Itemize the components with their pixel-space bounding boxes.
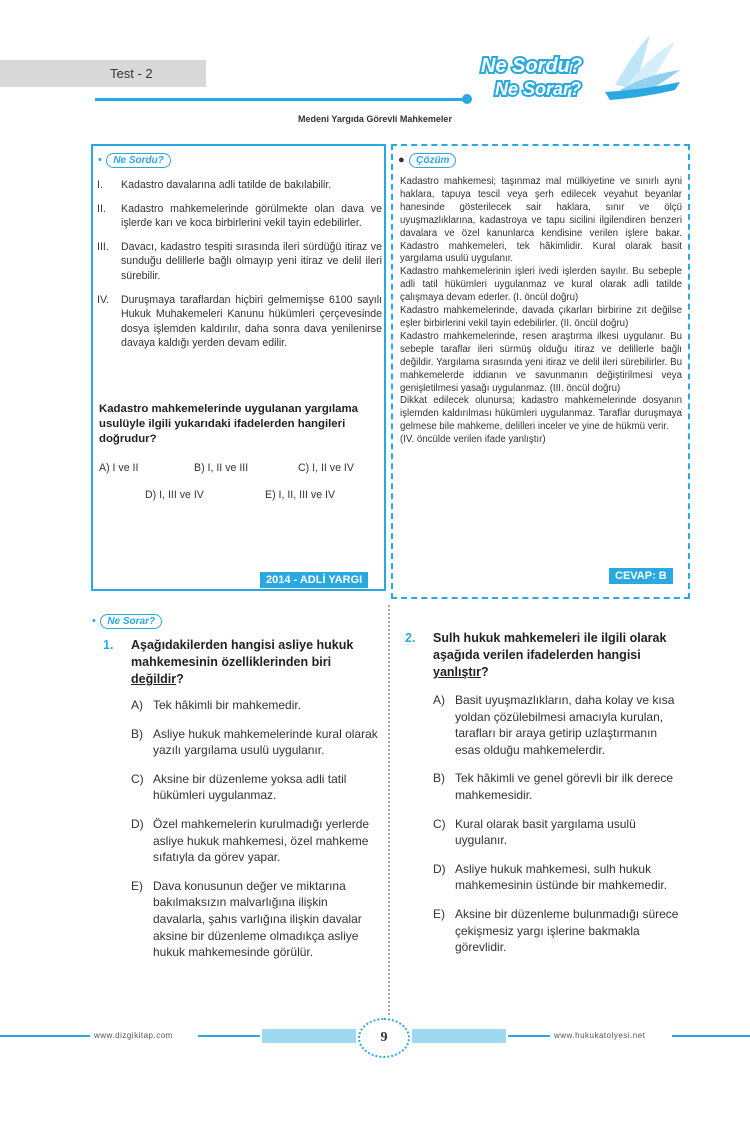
footer-rule-right	[508, 1035, 550, 1037]
exam-source-badge: 2014 - ADLİ YARGI	[260, 572, 368, 588]
q1-option-e[interactable]: E) Dava konusunun değer ve miktarına bakılmaksızın malvarlığına ilişkin davalarla, şahıs varlığına ilişkin davalar aksine bir düzenleme olmadıkça asliye hukuk mahkemesinde görülür.	[131, 878, 362, 960]
logo-line-1: Ne Sordu?	[481, 55, 583, 77]
question-1-options	[131, 697, 381, 973]
q1-option-b[interactable]: B) Asliye hukuk mahkemelerinde kural olarak yazılı yargılama usulü uygulanır.	[131, 726, 378, 758]
header-rule-dot	[462, 94, 472, 104]
footer-right-url[interactable]: www.hukukatolyesi.net	[554, 1031, 646, 1040]
answer-badge: CEVAP: B	[609, 568, 673, 584]
book-logo-icon	[475, 30, 685, 105]
cozum-heading	[398, 150, 456, 168]
option-b[interactable]: B) I, II ve III	[194, 462, 249, 474]
question-2-options	[433, 692, 685, 968]
solution-text	[400, 176, 682, 447]
bullet-icon: •	[92, 615, 96, 627]
premise-item: I. Kadastro davalarına adli tatilde de bakılabilir.	[97, 179, 332, 191]
option-d[interactable]: D) I, III ve IV	[145, 489, 204, 501]
column-divider	[388, 605, 390, 1015]
test-label: Test - 2	[110, 66, 153, 81]
footer-rule-left	[0, 1035, 90, 1037]
bullet-icon: •	[98, 154, 102, 166]
test-label-tab	[0, 60, 206, 87]
question-2-stem: 2. Sulh hukuk mahkemeleri ile ilgili olarak aşağıda verilen ifadelerden hangisi yanlıştır?	[405, 631, 667, 679]
question-2-number: 2.	[405, 631, 416, 645]
footer-rule-left-2	[198, 1035, 260, 1037]
premise-item: II. Kadastro mahkemelerinde görülmekte olan dava ve işlerde karı ve koca birbirlerini vekil tayin edebilirler.	[97, 202, 382, 230]
header-rule	[95, 98, 467, 101]
option-a[interactable]: A) I ve II	[99, 462, 139, 474]
footer-bar-left	[262, 1029, 356, 1043]
footer-left-url[interactable]: www.dizgikitap.com	[94, 1031, 173, 1040]
option-c[interactable]: C) I, II ve IV	[298, 462, 354, 474]
ne-sorar-pill: Ne Sorar?	[100, 614, 162, 629]
q2-option-d[interactable]: D) Asliye hukuk mahkemesi, sulh hukuk mahkemesinin üstünde bir mahkemedir.	[433, 861, 668, 893]
q2-option-c[interactable]: C) Kural olarak basit yargılama usulü uygulanır.	[433, 816, 636, 848]
page-number-badge	[358, 1018, 410, 1058]
solution-paragraph: (IV. öncülde verilen ifade yanlıştır)	[400, 434, 546, 446]
solution-paragraph: Kadastro mahkemelerinde, davada çıkarları birbirine zıt değilse eşler birbirlerini vekil tayin edebilirler. (II. öncül doğru)	[400, 305, 682, 329]
q2-option-a[interactable]: A) Basit uyuşmazlıkların, daha kolay ve kısa yoldan çözülebilmesi amacıyla kurulan, tarafları bir araya getirip uzlaştırmanın esas olduğu mahkemelerdir.	[433, 693, 675, 757]
question-1-number: 1.	[103, 638, 114, 652]
footer-bar-right	[412, 1029, 506, 1043]
logo-line-2: Ne Sorar?	[495, 79, 582, 99]
solution-paragraph: Dikkat edilecek olunursa; kadastro mahkemelerinde dosyanın işlemden kaldırılması hükümleri uygulanmaz. Taraflar duruşmaya gelmese bile mahkeme, delilleri inceler ve yine de hükmü verir.	[400, 395, 682, 433]
q1-option-a[interactable]: A) Tek hâkimli bir mahkemedir.	[131, 698, 302, 712]
ne-sorar-heading	[92, 611, 162, 629]
bullet-icon: ●	[398, 154, 405, 166]
q1-option-c[interactable]: C) Aksine bir düzenleme yoksa adli tatil hükümleri uygulanmaz.	[131, 771, 347, 803]
solution-paragraph: Kadastro mahkemelerinin işleri ivedi işlerden sayılır. Bu sebeple adli tatil hükümleri uygulanmaz ve kural olarak adli tatilde çalışmaya devam ederler. (I. öncül doğru)	[400, 266, 682, 304]
question-stem: Kadastro mahkemelerinde uygulanan yargılama usulüyle ilgili yukarıdaki ifadelerden hangileri doğrudur?	[99, 403, 358, 445]
ne-sordu-pill: Ne Sordu?	[106, 153, 171, 168]
premise-item: III. Davacı, kadastro tespiti sırasında ileri sürdüğü itiraz ve sunduğu delillerle bağlı olmayıp yeni itiraz ve delil ileri sürebilir.	[97, 240, 382, 282]
page-subtitle: Medeni Yargıda Görevli Mahkemeler	[298, 114, 452, 124]
solution-paragraph: Kadastro mahkemesi; taşınmaz mal mülkiyetine ve sınırlı ayni haklara, tapuya tescil veya şerh edilecek veyahut beyanlar hanesinde gösterilecek sair haklara, sınır ve ölçü uyuşmazlıklarına, kadastroya ve tapu sicilini ilgilendiren benzeri davalara ve özel kanunlarca kendisine verilen işlere bakar. Kadastro mahkemeleri, tek hâkimlidir. Kural olarak basit yargılama usulü uygulanır.	[400, 176, 682, 265]
premise-item: IV. Duruşmaya taraflardan hiçbiri gelmemişse 6100 sayılı Hukuk Muhakemeleri Kanunu hükümleri çerçevesinde dosya işlemden kaldırılır, daha sonra dava yenilenirse davaya kaldığı yerden devam edilir.	[97, 293, 382, 350]
q1-option-d[interactable]: D) Özel mahkemelerin kurulmadığı yerlerde asliye hukuk mahkemesi, özel mahkeme sıfatıyla da görev yapar.	[131, 816, 370, 865]
option-e[interactable]: E) I, II, III ve IV	[265, 489, 336, 501]
solution-paragraph: Kadastro mahkemelerinde, resen araştırma ilkesi uygulanır. Bu sebeple taraflar ileri sürmüş olduğu itiraz ve delillerle bağlı değildir. Yargılama sırasında yeni itiraz ve delil ileri sürebilirler. Bu mahkemelerde iddianın ve savunmanın değiştirilmesi veya genişletilmesi yasağı uygulanmaz. (III. öncül doğru)	[400, 330, 682, 394]
q2-option-b[interactable]: B) Tek hâkimli ve genel görevli bir ilk derece mahkemesidir.	[433, 771, 674, 802]
page-number: 9	[380, 1030, 388, 1045]
premise-list	[97, 178, 382, 360]
q2-option-e[interactable]: E) Aksine bir düzenleme bulunmadığı sürece çekişmesiz yargı işlerine bakmakla görevlidir.	[433, 906, 679, 955]
ne-sordu-ne-sorar-logo	[475, 30, 685, 105]
cozum-pill: Çözüm	[409, 153, 456, 168]
ne-sordu-heading	[98, 150, 171, 168]
footer-rule-right-2	[672, 1035, 750, 1037]
question-1-stem: 1. Aşağıdakilerden hangisi asliye hukuk mahkemesinin özelliklerinden biri değildir?	[103, 638, 354, 686]
